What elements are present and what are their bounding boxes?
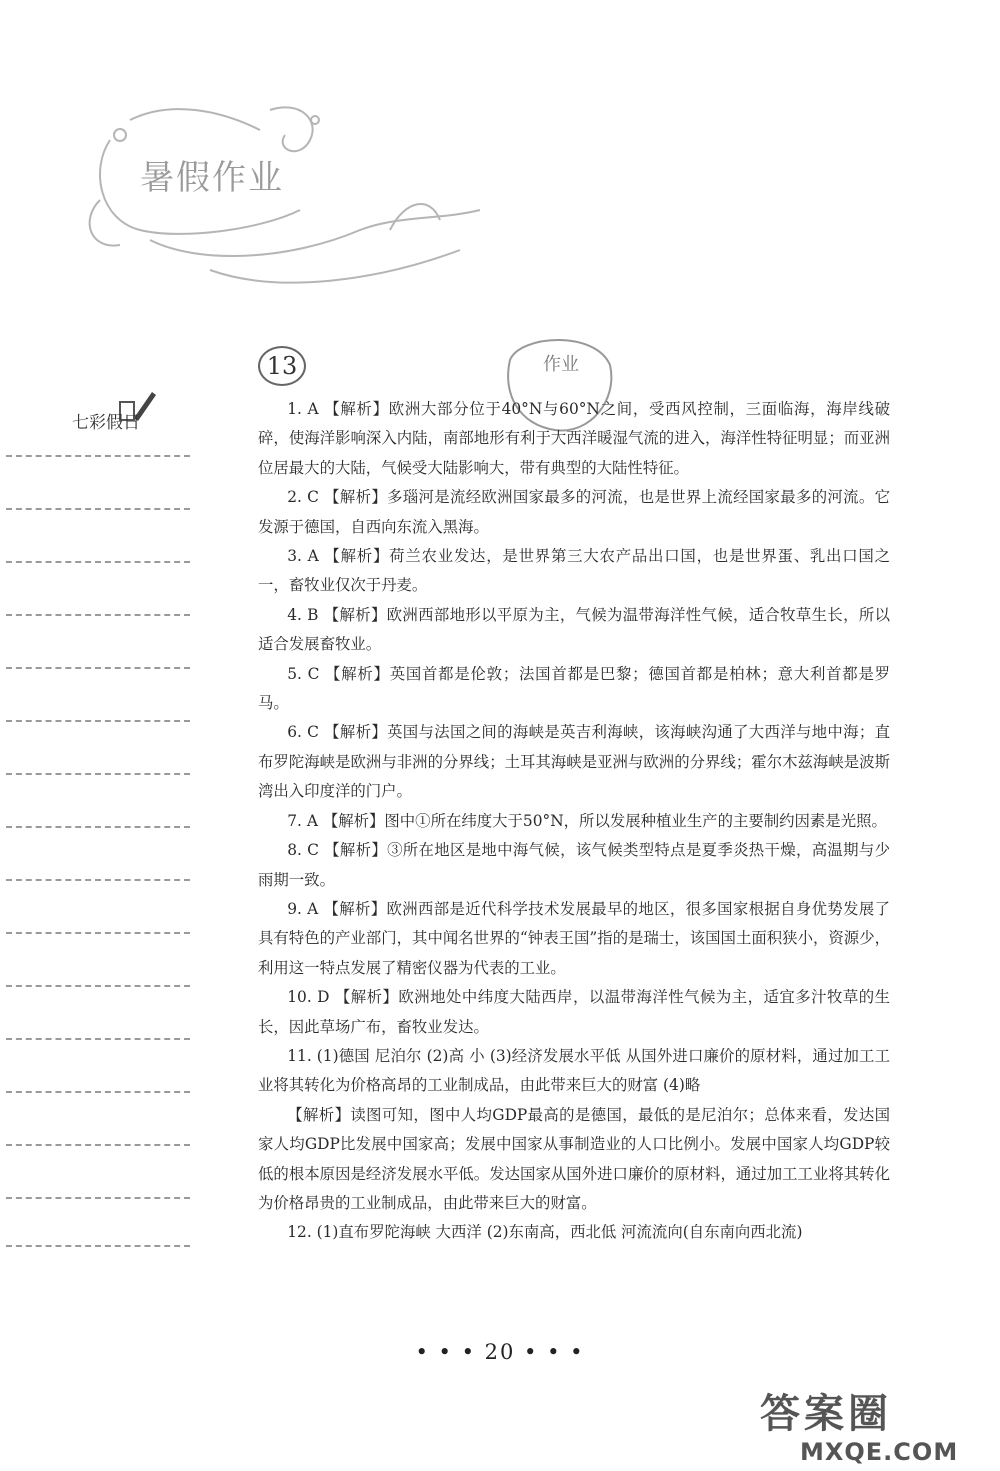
note-line — [6, 561, 190, 563]
lesson-number-badge: 13 — [258, 346, 306, 386]
watermark-text: 答案圈 — [760, 1391, 892, 1437]
note-line — [6, 932, 190, 934]
note-line — [6, 1245, 190, 1247]
answer-item: 8. C 【解析】③所在地区是地中海气候，该气候类型特点是夏季炎热干燥，高温期与少雨期一致。 — [258, 841, 890, 889]
note-line — [6, 773, 190, 775]
answer-list — [258, 395, 890, 1248]
note-line — [6, 720, 190, 722]
note-line — [6, 985, 190, 987]
stamp-label: 作业 — [543, 354, 579, 375]
note-line — [6, 826, 190, 828]
watermark-url: MXQE.COM — [800, 1438, 959, 1466]
note-line — [6, 667, 190, 669]
answer-item: 5. C 【解析】英国首都是伦敦；法国首都是巴黎；德国首都是柏林；意大利首都是罗马。 — [258, 664, 890, 713]
answer-item: 7. A 【解析】图中①所在纬度大于50°N，所以发展种植业生产的主要制约因素是光照。 — [287, 811, 887, 830]
answer-item: 2. C 【解析】多瑙河是流经欧洲国家最多的河流，也是世界上流经国家最多的河流。它发源于德国，自西向东流入黑海。 — [258, 488, 890, 536]
answer-item: 6. C 【解析】英国与法国之间的海峡是英吉利海峡，该海峡沟通了大西洋与地中海；直布罗陀海峡是欧洲与非洲的分界线；土耳其海峡是亚洲与欧洲的分界线；霍尔木兹海峡是波斯湾出入印度洋的门户。 — [258, 723, 890, 801]
answer-item: 4. B 【解析】欧洲西部地形以平原为主，气候为温带海洋性气候，适合牧草生长，所以适合发展畜牧业。 — [258, 605, 890, 654]
note-line — [6, 1197, 190, 1199]
sidebar-label: 七彩假日 — [72, 413, 140, 433]
note-line — [6, 879, 190, 881]
note-line — [6, 1091, 190, 1093]
answer-item: 10. D 【解析】欧洲地处中纬度大陆西岸，以温带海洋性气候为主，适宜多汁牧草的生长，因此草场广布，畜牧业发达。 — [258, 988, 890, 1036]
answer-explanation: 【解析】读图可知，图中人均GDP最高的是德国，最低的是尼泊尔；总体来看，发达国家人均GDP比发展中国家高；发展中国家从事制造业的人口比例小。发展中国家人均GDP较低的根本原因是经济发展水平低。发达国家从国外进口廉价的原材料，通过加工工业将其转化为价格昂贵的工业制成品，由此带来巨大的财富。 — [258, 1105, 890, 1212]
answer-item: 3. A 【解析】荷兰农业发达，是世界第三大农产品出口国，也是世界蛋、乳出口国之一，畜牧业仅次于丹麦。 — [258, 547, 890, 595]
answer-item: 9. A 【解析】欧洲西部是近代科学技术发展最早的地区，很多国家根据自身优势发展了具有特色的产业部门，其中闻名世界的“钟表王国”指的是瑞士，该国国土面积狭小，资源少，利用这一特点发展了精密仪器为代表的工业。 — [258, 899, 890, 977]
header-title: 暑假作业 — [140, 158, 284, 198]
answer-item: 12. (1)直布罗陀海峡 大西洋 (2)东南高，西北低 河流流向(自东南向西北流) — [287, 1223, 803, 1242]
note-line — [6, 508, 190, 510]
note-line — [6, 1144, 190, 1146]
answer-item: 11. (1)德国 尼泊尔 (2)高 小 (3)经济发展水平低 从国外进口廉价的原材料，通过加工工业将其转化为价格高昂的工业制成品，由此带来巨大的财富 (4)略 — [258, 1046, 890, 1095]
note-line — [6, 455, 190, 457]
page-number: • • • 20 • • • — [415, 1340, 585, 1364]
answer-item: 1. A 【解析】欧洲大部分位于40°N与60°N之间，受西风控制，三面临海，海岸线破碎，使海洋影响深入内陆，南部地形有利于大西洋暖湿气流的进入，海洋性特征明显；而亚洲位居最大的大陆，气候受大陆影响大，带有典型的大陆性特征。 — [258, 400, 890, 477]
note-line — [6, 614, 190, 616]
note-line — [6, 1038, 190, 1040]
